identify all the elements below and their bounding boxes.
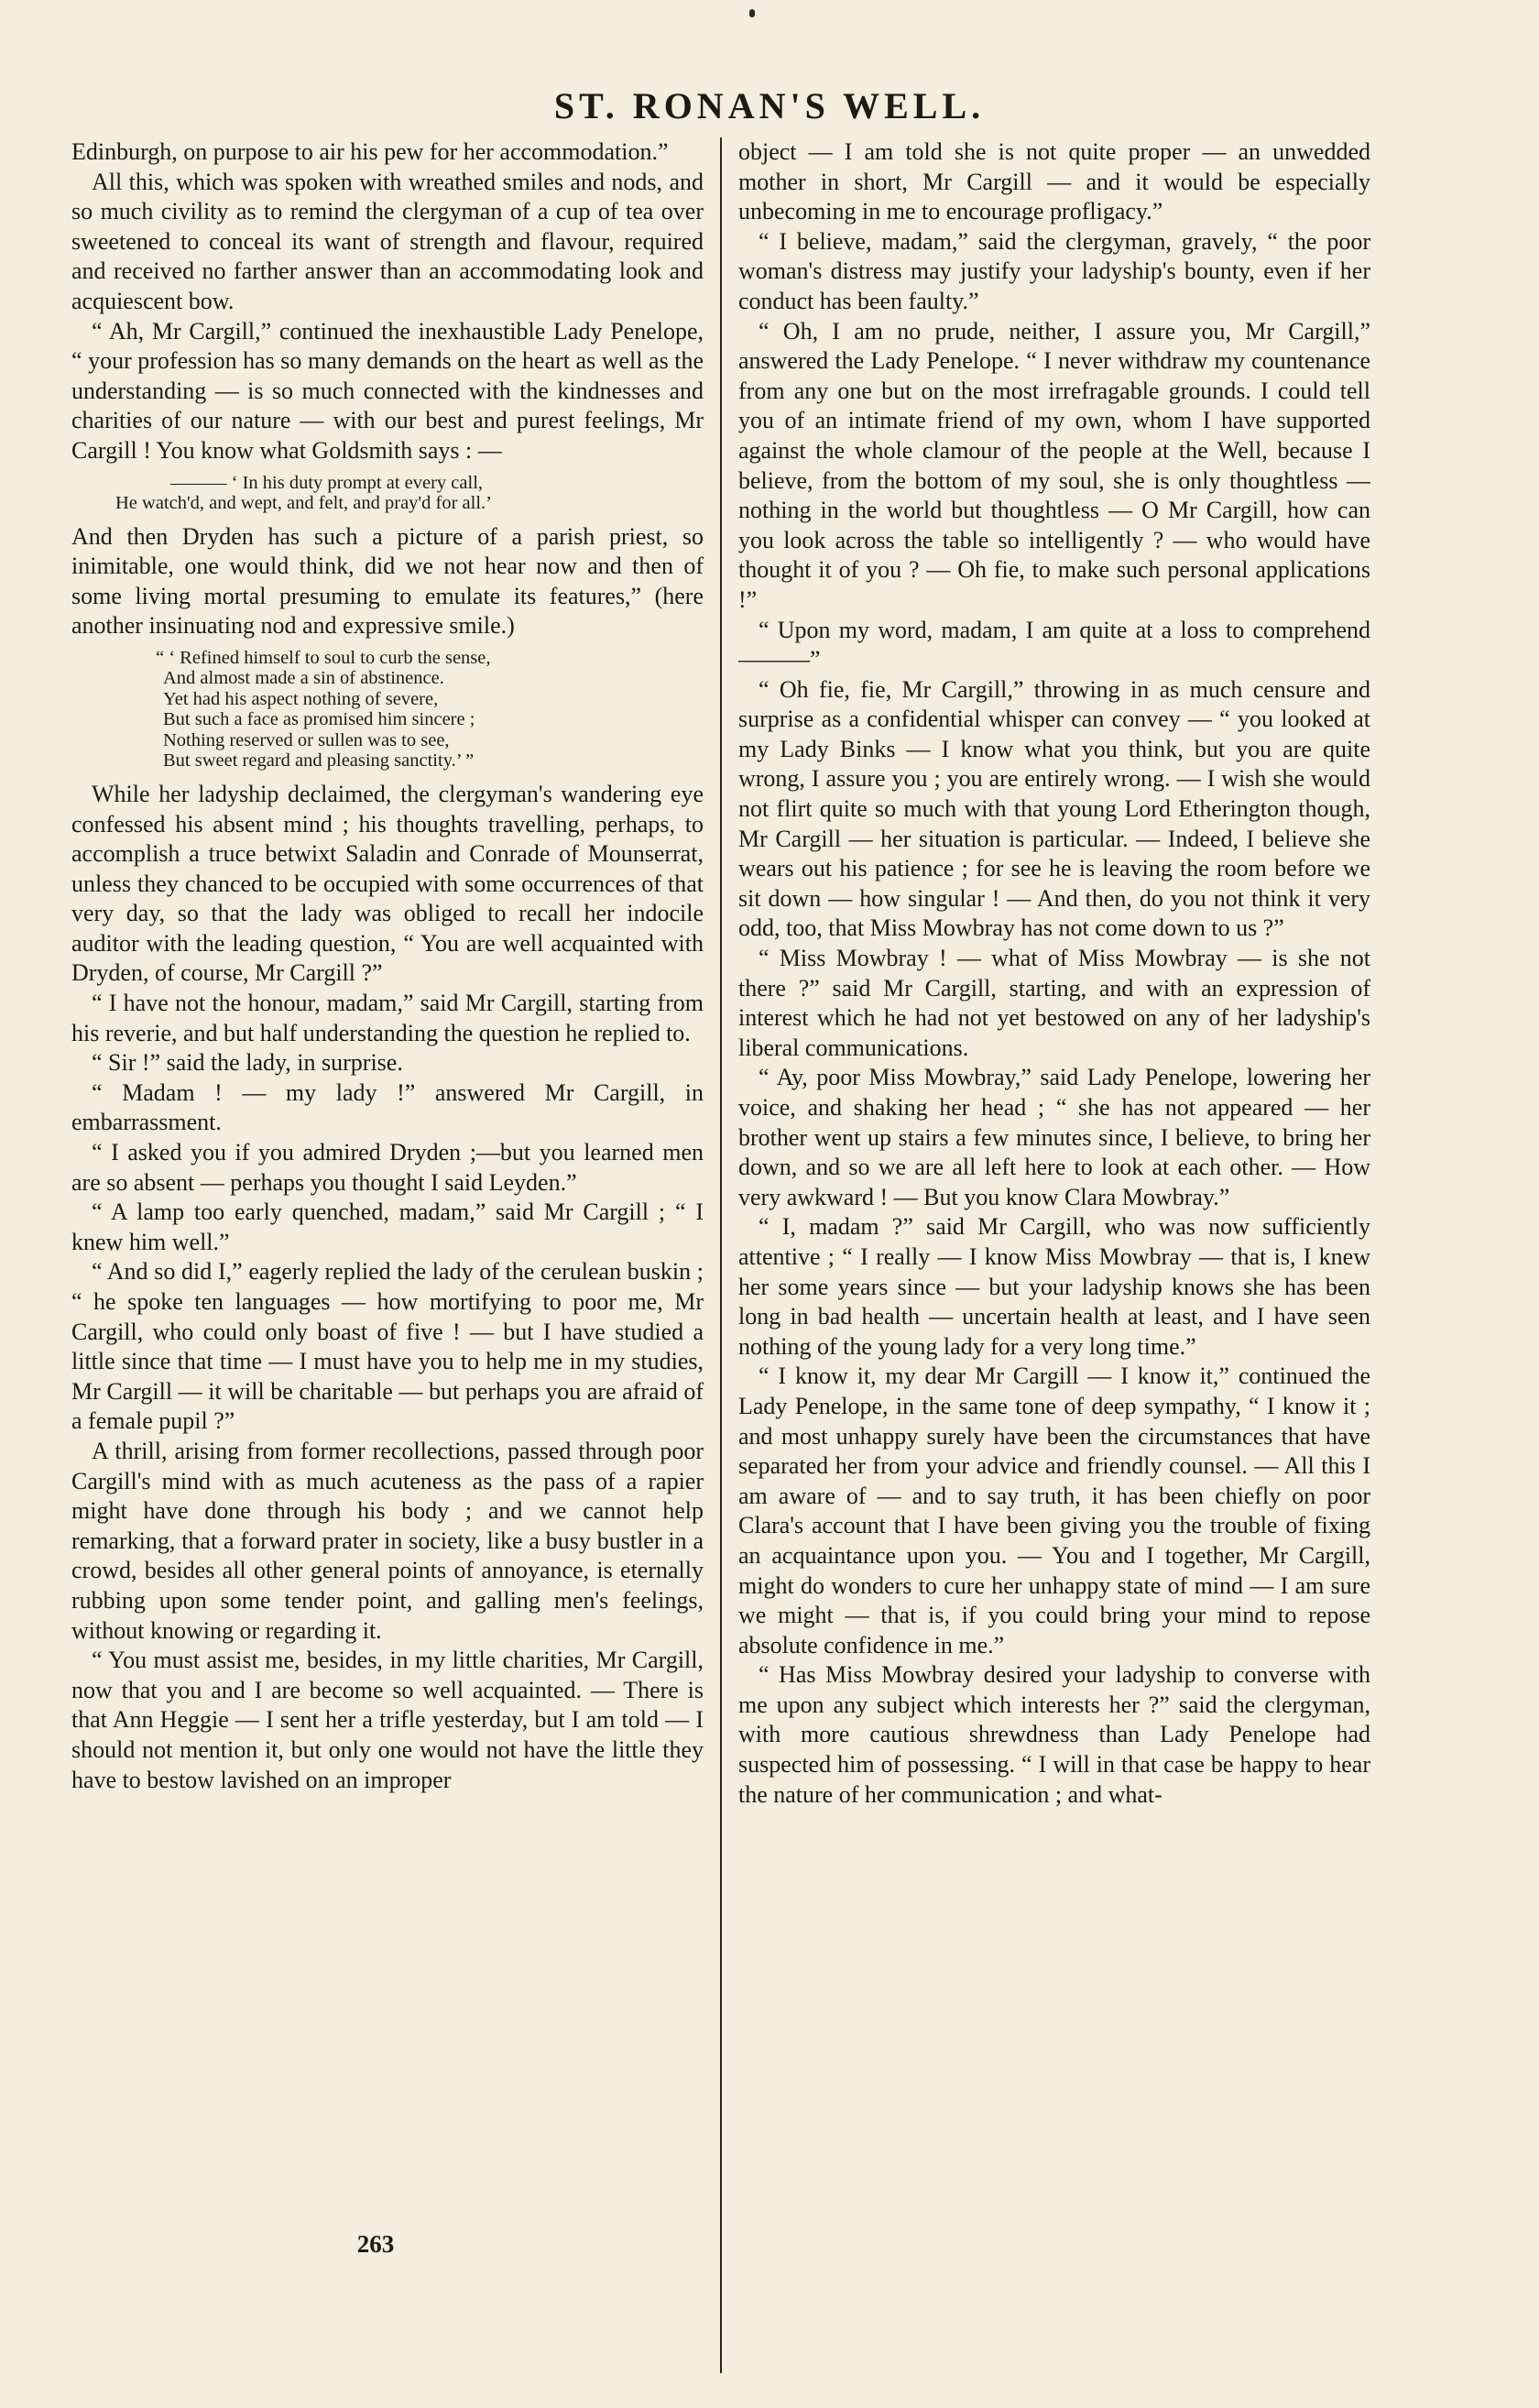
paragraph: “ A lamp too early quenched, madam,” said Mr Cargill ; “ I knew him well.” bbox=[71, 1199, 704, 1255]
paragraph: “ Madam ! — my lady !” answered Mr Cargill, in embarrassment. bbox=[71, 1078, 704, 1136]
paragraph: “ I asked you if you admired Dryden ;—but you learned men are so absent — perhaps you thought I said Leyden.” bbox=[71, 1139, 704, 1196]
paragraph: “ Upon my word, madam, I am quite at a loss to comprehend ———” bbox=[738, 616, 1370, 673]
paragraph: While her ladyship declaimed, the clergyman's wandering eye confessed his absent mind ; his thoughts travelling, perhaps, to accomplish a truce betwixt Saladin and Conrade of Mounserrat, unless they chanced to be occupied with some occurrences of that very day, so that the lady was obliged to recall her indocile auditor with the leading question, “ You are well acquainted with Dryden, of course, Mr Cargill ?” bbox=[71, 780, 704, 987]
column-divider bbox=[720, 137, 722, 2373]
paragraph: “ I know it, my dear Mr Cargill — I know it,” continued the Lady Penelope, in the same tone of deep sympathy, “ I know it ; and most unhappy surely have been the circumstances that have separated her from your advice and friendly counsel. — All this I am aware of — and to say truth, it has been chiefly on poor Clara's account that I have been giving you the trouble of fixing an acquaintance upon you. — You and I together, Mr Cargill, might do wonders to cure her unhappy state of mind — I am sure we might — that is, if you could bring your mind to repose absolute confidence in me.” bbox=[738, 1363, 1370, 1658]
verse-quote-goldsmith bbox=[71, 473, 704, 514]
paragraph: “ I have not the honour, madam,” said Mr Cargill, starting from his reverie, and but half understanding the question he replied to. bbox=[71, 990, 704, 1046]
paragraph: “ Sir !” said the lady, in surprise. bbox=[92, 1049, 403, 1077]
paragraph: “ Ay, poor Miss Mowbray,” said Lady Penelope, lowering her voice, and shaking her head ; “ she has not appeared — her brother went up stairs a few minutes since, I believe, to bring her down, and so we are all left here to look at each other. — How very awkward ! — But you know Clara Mowbray.” bbox=[738, 1064, 1370, 1210]
paragraph: “ You must assist me, besides, in my little charities, Mr Cargill, now that you and I are become so well acquainted. — There is that Ann Heggie — I sent her a trifle yesterday, but I am told — I should not mention it, but only one would not have the little they have to bestow lavished on an improper bbox=[71, 1647, 704, 1793]
paragraph: “ Oh fie, fie, Mr Cargill,” throwing in as much censure and surprise as a confidential whisper can convey — “ you looked at my Lady Binks — I know what you think, but you are quite wrong, I assure you ; you are entirely wrong. — I wish she would not flirt quite so much with that young Lord Etherington though, Mr Cargill — her situation is particular. — Indeed, I believe she wears out his patience ; for see he is leaving the room before we sit down — how singular ! — And then, do you not think it very odd, too, that Miss Mowbray has not come down to us ?” bbox=[738, 675, 1370, 942]
print-mark bbox=[749, 9, 755, 17]
verse-line: But sweet regard and pleasing sanctity.’ ” bbox=[163, 750, 475, 772]
verse-line: Nothing reserved or sullen was to see, bbox=[163, 729, 450, 750]
right-column bbox=[738, 137, 1370, 2373]
verse-line: But such a face as promised him sincere ; bbox=[163, 709, 475, 730]
paragraph: “ Oh, I am no prude, neither, I assure you, Mr Cargill,” answered the Lady Penelope. “ I never withdraw my countenance from any one but on the most irrefragable grounds. I could tell you of an intimate friend of my own, whom I have supported against the whole clamour of the people at the Well, because I believe, from the bottom of my soul, she is only thoughtless — nothing in the world but thoughtless — O Mr Cargill, how can you look across the table so intelligently ? — who would have thought it of you ? — Oh fie, to make such personal applications !” bbox=[738, 317, 1370, 613]
verse-line: Yet had his aspect nothing of severe, bbox=[163, 688, 439, 709]
verse-quote-dryden bbox=[71, 648, 704, 772]
paragraph: “ Ah, Mr Cargill,” continued the inexhaustible Lady Penelope, “ your profession has so many demands on the heart as well as the understanding — is so much connected with the kindnesses and charities of our nature — with our best and purest feelings, Mr Cargill ! You know what Goldsmith says : — bbox=[71, 317, 704, 464]
paragraph: All this, which was spoken with wreathed smiles and nods, and so much civility as to remind the clergyman of a cup of tea over sweetened to conceal its want of strength and flavour, required and received no farther answer than an accommodating look and acquiescent bow. bbox=[71, 168, 704, 314]
paragraph: “ Miss Mowbray ! — what of Miss Mowbray — is she not there ?” said Mr Cargill, starting, and with an expression of interest which he had not yet bestowed on any of her ladyship's liberal communications. bbox=[738, 945, 1370, 1061]
verse-line: ——— ‘ In his duty prompt at every call, bbox=[170, 472, 484, 493]
paragraph: A thrill, arising from former recollections, passed through poor Cargill's mind with as much acuteness as the pass of a rapier might have done through his body ; and we cannot help remarking, that a forward prater in society, like a busy bustler in a crowd, besides all other general points of annoyance, is eternally rubbing upon some tender point, and galling men's feelings, without knowing or regarding it. bbox=[71, 1437, 704, 1644]
paragraph: object — I am told she is not quite proper — an unwedded mother in short, Mr Cargill — and it would be especially unbecoming in me to encourage profligacy.” bbox=[738, 138, 1370, 225]
paragraph: “ And so did I,” eagerly replied the lady of the cerulean buskin ; “ he spoke ten languages — how mortifying to poor me, Mr Cargill, who could only boast of five ! — but I have studied a little since that time — I must have you to help me in my studies, Mr Cargill — it will be charitable — but perhaps you are afraid of a female pupil ?” bbox=[71, 1258, 704, 1435]
verse-line: “ ‘ Refined himself to soul to curb the sense, bbox=[156, 647, 491, 668]
running-header: ST. RONAN'S WELL. bbox=[553, 85, 986, 126]
paragraph: “ I, madam ?” said Mr Cargill, who was now sufficiently attentive ; “ I really — I know Miss Mowbray — that is, I knew her some years since — but your ladyship knows she has been long in bad health — uncertain health at least, and I have seen nothing of the young lady for a very long time.” bbox=[738, 1213, 1370, 1360]
page-number: 263 bbox=[356, 2230, 395, 2258]
paragraph: “ Has Miss Mowbray desired your ladyship to converse with me upon any subject which interests her ?” said the clergyman, with more cautious shrewdness than Lady Penelope had suspected him of possessing. “ I will in that case be happy to hear the nature of her communication ; and what- bbox=[738, 1661, 1370, 1808]
paragraph: “ I believe, madam,” said the clergyman, gravely, “ the poor woman's distress may justify your ladyship's bounty, even if her conduct has been faulty.” bbox=[738, 227, 1370, 314]
verse-line: He watch'd, and wept, and felt, and pray'd for all.’ bbox=[115, 493, 492, 514]
left-column bbox=[71, 137, 704, 2236]
verse-line: And almost made a sin of abstinence. bbox=[163, 668, 444, 689]
paragraph: Edinburgh, on purpose to air his pew for her accommodation.” bbox=[71, 138, 669, 165]
paragraph: And then Dryden has such a picture of a parish priest, so inimitable, one would think, did we not hear now and then of some living mortal presuming to emulate its features,” (here another insinuating nod and expressive smile.) bbox=[71, 522, 704, 640]
